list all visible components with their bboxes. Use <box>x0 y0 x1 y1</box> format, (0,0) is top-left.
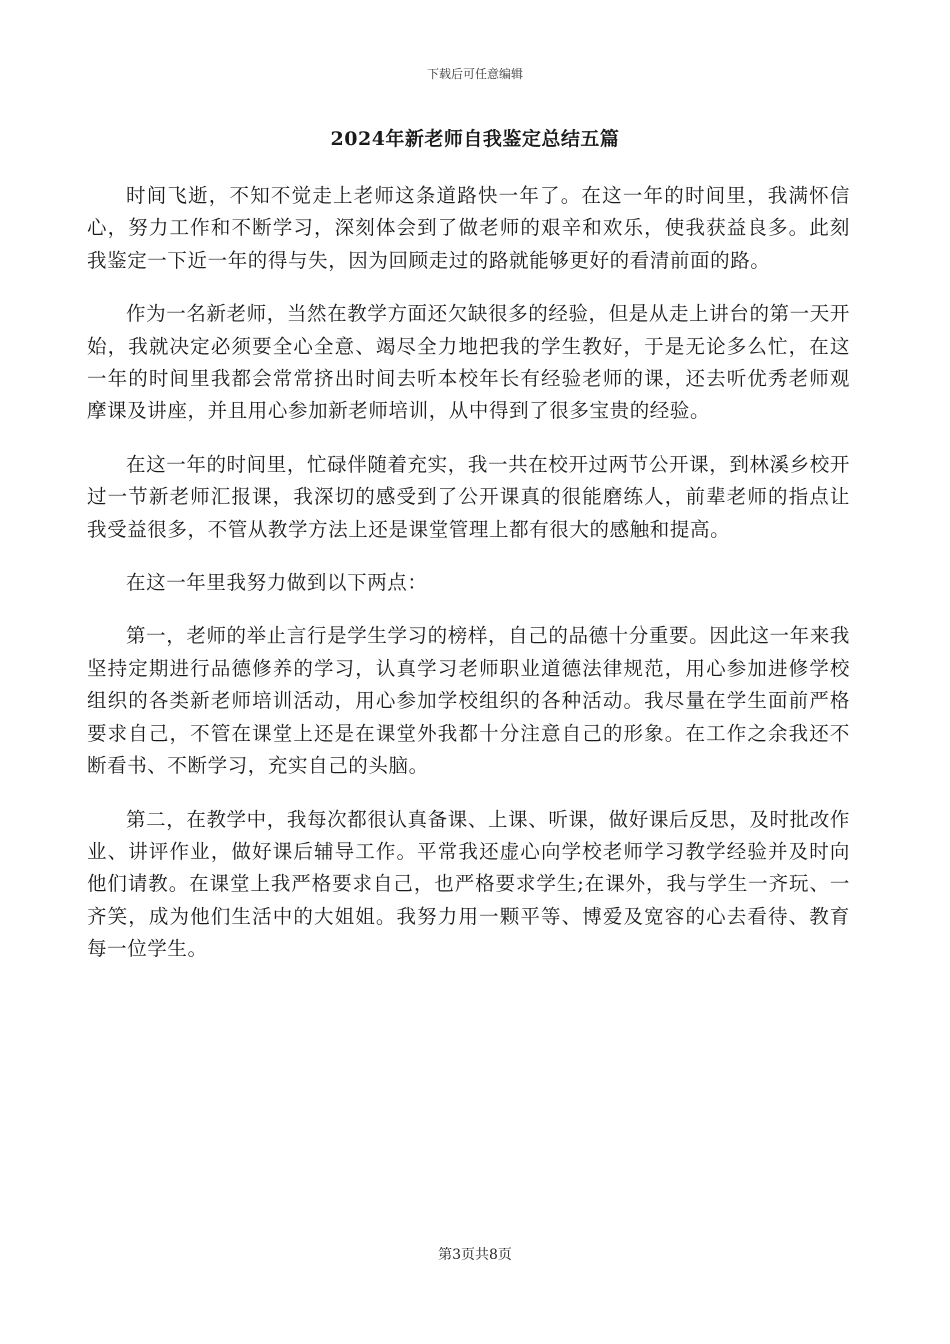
document-body <box>87 180 850 987</box>
paragraph: 在这一年的时间里，忙碌伴随着充实，我一共在校开过两节公开课，到林溪乡校开过一节新老师汇报课，我深切的感受到了公开课真的很能磨练人，前辈老师的指点让我受益很多，不管从教学方法上还是课堂管理上都有很大的感触和提高。 <box>87 452 850 541</box>
paragraph: 作为一名新老师，当然在教学方面还欠缺很多的经验，但是从走上讲台的第一天开始，我就决定必须要全心全意、竭尽全力地把我的学生教好，于是无论多么忙，在这一年的时间里我都会常常挤出时间去听本校年长有经验老师的课，还去听优秀老师观摩课及讲座，并且用心参加新老师培训，从中得到了很多宝贵的经验。 <box>87 302 850 423</box>
paragraph: 第二，在教学中，我每次都很认真备课、上课、听课，做好课后反思，及时批改作业、讲评作业，做好课后辅导工作。平常我还虚心向学校老师学习教学经验并及时向他们请教。在课堂上我严格要求自己，也严格要求学生;在课外，我与学生一齐玩、一齐笑，成为他们生活中的大姐姐。我努力用一颗平等、博爱及宽容的心去看待、教育每一位学生。 <box>87 807 850 961</box>
paragraph: 时间飞逝，不知不觉走上老师这条道路快一年了。在这一年的时间里，我满怀信心，努力工作和不断学习，深刻体会到了做老师的艰辛和欢乐，使我获益良多。此刻我鉴定一下近一年的得与失，因为回顾走过的路就能够更好的看清前面的路。 <box>87 184 850 272</box>
page-number: 第3页共8页 <box>438 1247 512 1263</box>
page-header-note: 下载后可任意编辑 <box>426 67 523 81</box>
paragraph: 第一，老师的举止言行是学生学习的榜样，自己的品德十分重要。因此这一年来我坚持定期进行品德修养的学习，认真学习老师职业道德法律规范，用心参加进修学校组织的各类新老师培训活动，用心参加学校组织的各种活动。我尽量在学生面前严格要求自己，不管在课堂上还是在课堂外我都十分注意自己的形象。在工作之余我还不断看书、不断学习，充实自己的头脑。 <box>87 624 850 778</box>
paragraph: 在这一年里我努力做到以下两点： <box>126 571 428 595</box>
document-title: 2024年新老师自我鉴定总结五篇 <box>330 128 620 150</box>
